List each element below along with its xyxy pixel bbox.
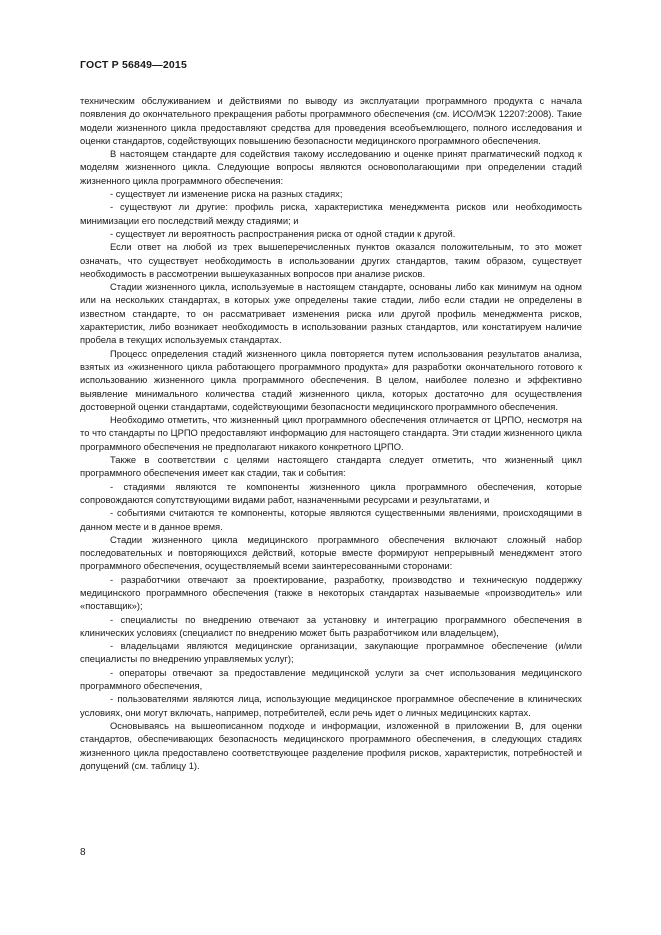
list-item: - операторы отвечают за предоставление медицинской услуги за счет использования медицинского программного обеспечения, <box>80 666 582 692</box>
paragraph: техническим обслуживанием и действиями по выводу из эксплуатации программного продукта с начала появления до окончательного прекращения работы программного обеспечения (см. ИСО/МЭК 12207:2008). Такие модели жизненного цикла предоставляют средства для проведения всеобъемлющего, полного исследования и оценки стандартов, содействующих повышению безопасности медицинского программного обеспечения. <box>80 95 582 146</box>
paragraph: Если ответ на любой из трех вышеперечисленных пунктов оказался положительным, то это может означать, что существует необходимость в использовании других стандартов, таким образом, существует необходимость в рассмотрении вышеуказанных вопросов при анализе рисков. <box>80 241 582 279</box>
document-body <box>80 94 582 772</box>
page-number: 8 <box>80 847 86 858</box>
list-item: - владельцами являются медицинские организации, закупающие программное обеспечение (и/или специалисты по внедрению управляемых услуг); <box>80 640 582 665</box>
list-item: - специалисты по внедрению отвечают за установку и интеграцию программного обеспечения в клинических условиях (специалист по внедрению может быть разработчиком или владельцем), <box>80 613 582 638</box>
list-item: - событиями считаются те компоненты, которые являются существенными явлениями, происходящими в данном месте и в данное время. <box>80 507 582 532</box>
list-item: - разработчики отвечают за проектирование, разработку, производство и техническую поддержку медицинского программного обеспечения (также в некоторых стандартах называемые «производитель» или «поставщик»); <box>80 573 582 612</box>
paragraph: Стадии жизненного цикла, используемые в настоящем стандарте, основаны либо как минимум на одном или на нескольких стандартах, в которых уже определены такие стадии, либо если стадии не определены в известном стандарте, то он рассматривает изменения риска или другой профиль менеджмента рисков, характеристик, либо возникает необходимость в использовании разных стандартов, или констатируем наличие пробела в текущих используемых стандартах. <box>80 281 582 346</box>
list-item: - существует ли изменение риска на разных стадиях; <box>110 188 343 200</box>
paragraph: В настоящем стандарте для содействия такому исследованию и оценке принят прагматический подход к моделям жизненного цикла. Следующие вопросы являются основополагающими при определении стадий жизненного цикла программного обеспечения: <box>80 148 582 186</box>
paragraph: Также в соответствии с целями настоящего стандарта следует отметить, что жизненный цикл программного обеспечения имеет как стадии, так и события: <box>80 454 582 479</box>
list-item: - стадиями являются те компоненты жизненного цикла программного обеспечения, которые сопровождаются сопутствующими видами работ, назначенными ресурсами и результатами, и <box>80 480 582 505</box>
list-item: - пользователями являются лица, использующие медицинское программное обеспечение в клинических условиях, они могут включать, например, потребителей, если речь идет о личных медицинских картах. <box>80 693 582 718</box>
paragraph: Необходимо отметить, что жизненный цикл программного обеспечения отличается от ЦРПО, несмотря на то что стандарты по ЦРПО предоставляют информацию для настоящего стандарта. Эти стадии жизненного цикла программного обеспечения не предполагают никакого конкретного ЦРПО. <box>80 414 582 452</box>
list-item: - существует ли вероятность распространения риска от одной стадии к другой. <box>110 227 456 239</box>
paragraph: Стадии жизненного цикла медицинского программного обеспечения включают сложный набор последовательных и повторяющихся действий, которые вместе формируют непрерывный менеджмент этого программного обеспечения, осуществляемый всеми заинтересованными сторонами: <box>80 533 582 572</box>
document-header: ГОСТ Р 56849—2015 <box>80 59 188 71</box>
paragraph: Основываясь на вышеописанном подходе и информации, изложенной в приложении В, для оценки стандартов, обеспечивающих безопасность медицинского программного обеспечения, в следующих стадиях жизненного цикла предоставлено соответствующее разделение профиля рисков, характеристик, потребностей и допущений (см. таблицу 1). <box>80 719 582 771</box>
list-item: - существуют ли другие: профиль риска, характеристика менеджмента рисков или необходимость минимизации его последствий между стадиями; и <box>80 201 582 226</box>
paragraph: Процесс определения стадий жизненного цикла повторяется путем использования результатов анализа, взятых из «жизненного цикла работающего программного продукта» для разработки окончательного готового к использованию жизненного цикла программного обеспечения. В целом, наиболее полезно и эффективно выявление минимального количества стадий жизненного цикла, которых достаточно для осуществления достоверной оценки стандартами, содействующими безопасности медицинского программного обеспечения. <box>80 347 582 412</box>
